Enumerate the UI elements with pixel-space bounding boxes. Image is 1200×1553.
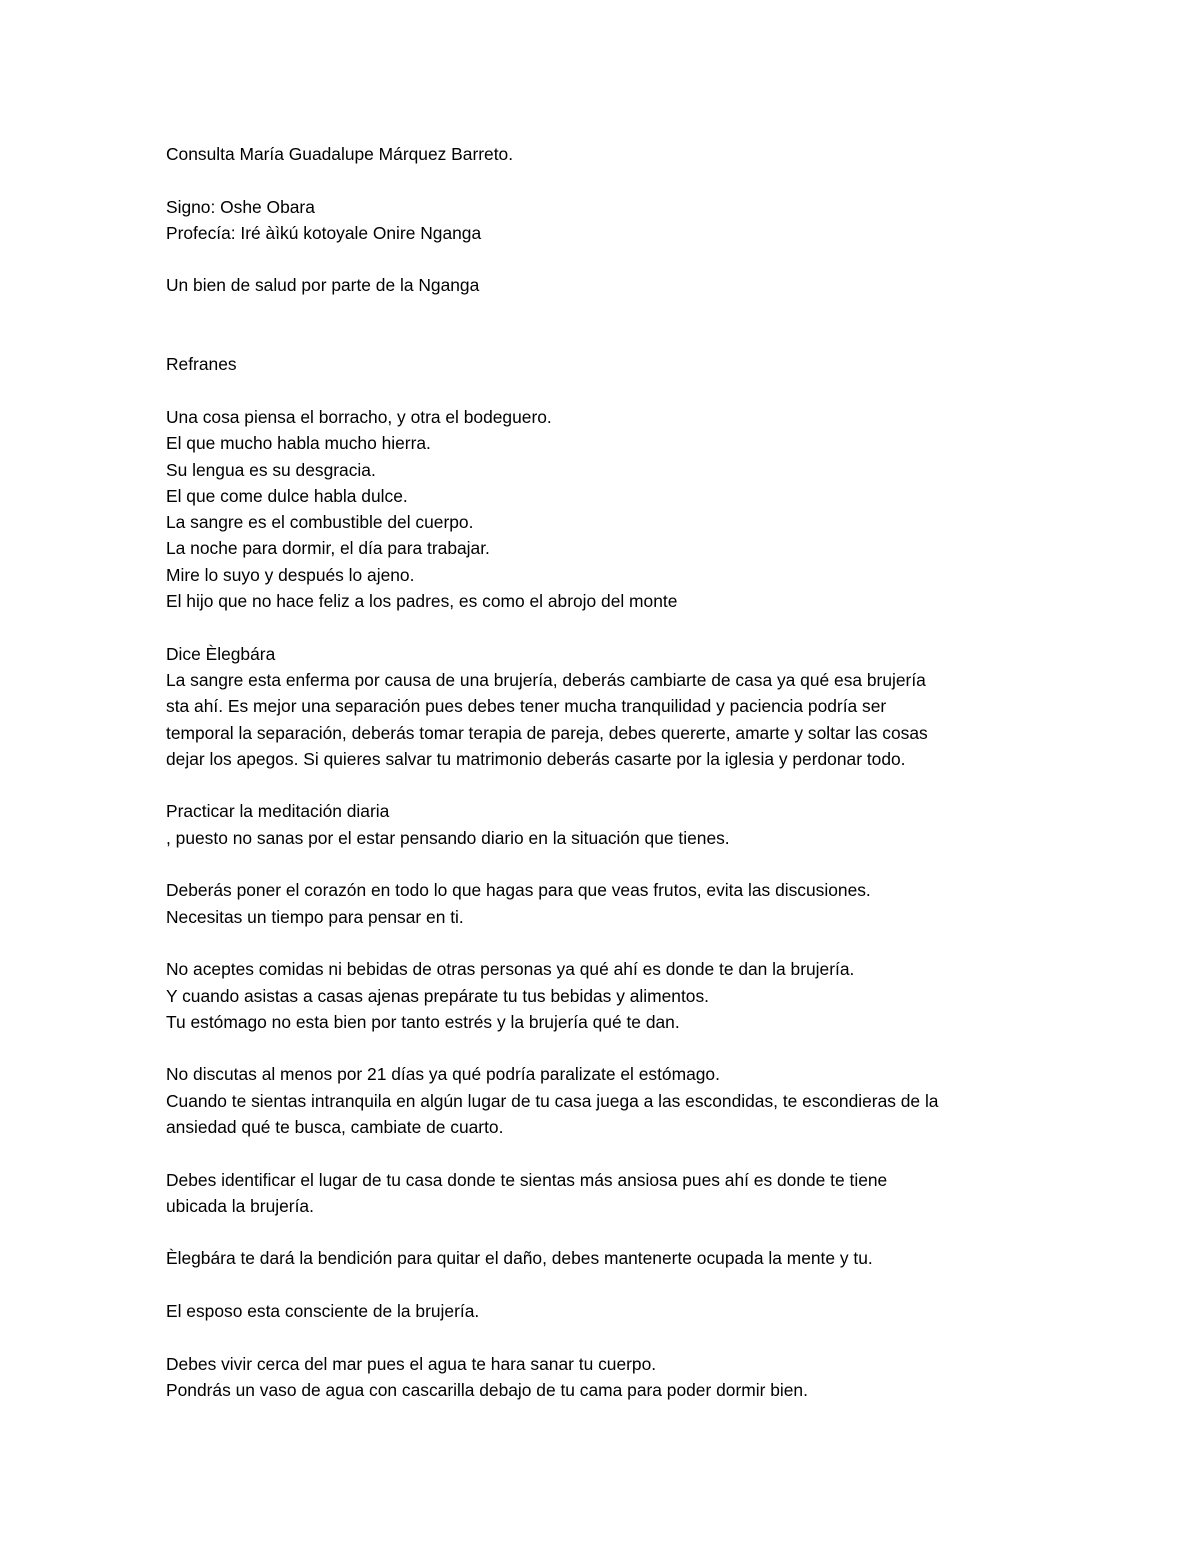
paragraph-line: dejar los apegos. Si quieres salvar tu matrimonio deberás casarte por la iglesia y perdonar todo.	[166, 748, 906, 769]
blank-line	[166, 246, 1046, 272]
paragraph-line: Deberás poner el corazón en todo lo que hagas para que veas frutos, evita las discusiones.	[166, 880, 871, 901]
signo-line: Signo: Oshe Obara	[166, 196, 315, 217]
blank-line	[166, 772, 1046, 798]
bien-line: Un bien de salud por parte de la Nganga	[166, 275, 480, 296]
blank-line	[166, 1272, 1046, 1298]
blank-line	[166, 1324, 1046, 1350]
document-title: Consulta María Guadalupe Márquez Barreto.	[166, 144, 514, 164]
blank-line	[166, 378, 1046, 404]
refran-item: Mire lo suyo y después lo ajeno.	[166, 564, 415, 585]
document-body	[166, 141, 1046, 1403]
refran-item: El que mucho habla mucho hierra.	[166, 433, 431, 454]
paragraph-line: La sangre esta enferma por causa de una brujería, deberás cambiarte de casa ya qué esa brujería	[166, 669, 926, 690]
paragraph-line: Pondrás un vaso de agua con cascarilla debajo de tu cama para poder dormir bien.	[166, 1379, 808, 1400]
paragraph-line: Debes vivir cerca del mar pues el agua te hara sanar tu cuerpo.	[166, 1353, 657, 1374]
refran-item: El hijo que no hace feliz a los padres, es como el abrojo del monte	[166, 591, 678, 612]
paragraph-line: No discutas al menos por 21 días ya qué podría paralizate el estómago.	[166, 1064, 720, 1085]
blank-line	[166, 614, 1046, 640]
paragraph-line: Necesitas un tiempo para pensar en ti.	[166, 906, 464, 927]
paragraph-line: , puesto no sanas por el estar pensando diario en la situación que tienes.	[166, 827, 730, 848]
elegbara-heading: Dice Èlegbára	[166, 643, 276, 664]
paragraph-line: ubicada la brujería.	[166, 1195, 314, 1216]
blank-line	[166, 930, 1046, 956]
refran-item: El que come dulce habla dulce.	[166, 485, 408, 506]
paragraph-line: Èlegbára te dará la bendición para quitar el daño, debes mantenerte ocupada la mente y tu.	[166, 1248, 873, 1269]
refran-item: La sangre es el combustible del cuerpo.	[166, 512, 474, 533]
paragraph-line: Y cuando asistas a casas ajenas prepárate tu tus bebidas y alimentos.	[166, 985, 709, 1006]
refran-item: Su lengua es su desgracia.	[166, 459, 376, 480]
blank-line	[166, 1219, 1046, 1245]
blank-lines	[166, 299, 1046, 352]
paragraph-line: No aceptes comidas ni bebidas de otras personas ya qué ahí es donde te dan la brujería.	[166, 959, 855, 980]
refran-item: La noche para dormir, el día para trabajar.	[166, 538, 490, 559]
paragraph-line: Debes identificar el lugar de tu casa donde te sientas más ansiosa pues ahí es donde te tiene	[166, 1169, 888, 1190]
refranes-heading: Refranes	[166, 354, 237, 375]
paragraph-line: Practicar la meditación diaria	[166, 801, 390, 822]
paragraph-line: sta ahí. Es mejor una separación pues debes tener mucha tranquilidad y paciencia podría ser	[166, 696, 887, 717]
blank-line	[166, 851, 1046, 877]
paragraph-line: Tu estómago no esta bien por tanto estrés y la brujería qué te dan.	[166, 1011, 680, 1032]
paragraph-line: temporal la separación, deberás tomar terapia de pareja, debes quererte, amarte y soltar las cosas	[166, 722, 928, 743]
blank-line	[166, 1035, 1046, 1061]
blank-line	[166, 1140, 1046, 1166]
refran-item: Una cosa piensa el borracho, y otra el bodeguero.	[166, 406, 552, 427]
blank-line	[166, 167, 1046, 193]
paragraph-line: Cuando te sientas intranquila en algún lugar de tu casa juega a las escondidas, te escondieras de la	[166, 1090, 939, 1111]
profecia-line: Profecía: Iré àìkú kotoyale Onire Nganga	[166, 222, 482, 243]
paragraph-line: ansiedad qué te busca, cambiate de cuarto.	[166, 1116, 504, 1137]
paragraph-line: El esposo esta consciente de la brujería.	[166, 1301, 480, 1322]
